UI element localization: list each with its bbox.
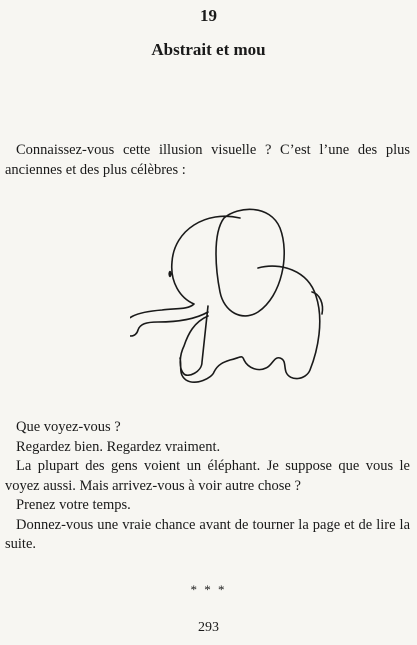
paragraph: La plupart des gens voient un éléphant. Je suppose que vous le voyez aussi. Mais arrivez-vous à voir autre chose ? bbox=[5, 458, 410, 494]
page-number: 293 bbox=[198, 620, 219, 635]
chapter-title: Abstrait et mou bbox=[151, 40, 266, 59]
paragraph: Donnez-vous une vraie chance avant de tourner la page et de lire la suite. bbox=[5, 516, 410, 552]
elephant-body-outline bbox=[180, 266, 320, 382]
intro-paragraph: Connaissez-vous cette illusion visuelle ? C’est l’une des plus anciennes et des plus célèbres : bbox=[5, 142, 410, 178]
chapter-number: 19 bbox=[200, 6, 217, 25]
section-separator: * * * bbox=[190, 582, 227, 597]
paragraph: Prenez votre temps. bbox=[16, 497, 131, 513]
elephant-ear-outline bbox=[216, 209, 284, 316]
elephant-head-outline bbox=[130, 216, 240, 336]
paragraph: Que voyez-vous ? bbox=[16, 419, 121, 435]
paragraph: Regardez bien. Regardez vraiment. bbox=[16, 438, 221, 455]
elephant-eye bbox=[168, 271, 171, 277]
body-text bbox=[5, 418, 410, 555]
elephant-illustration bbox=[130, 200, 330, 395]
